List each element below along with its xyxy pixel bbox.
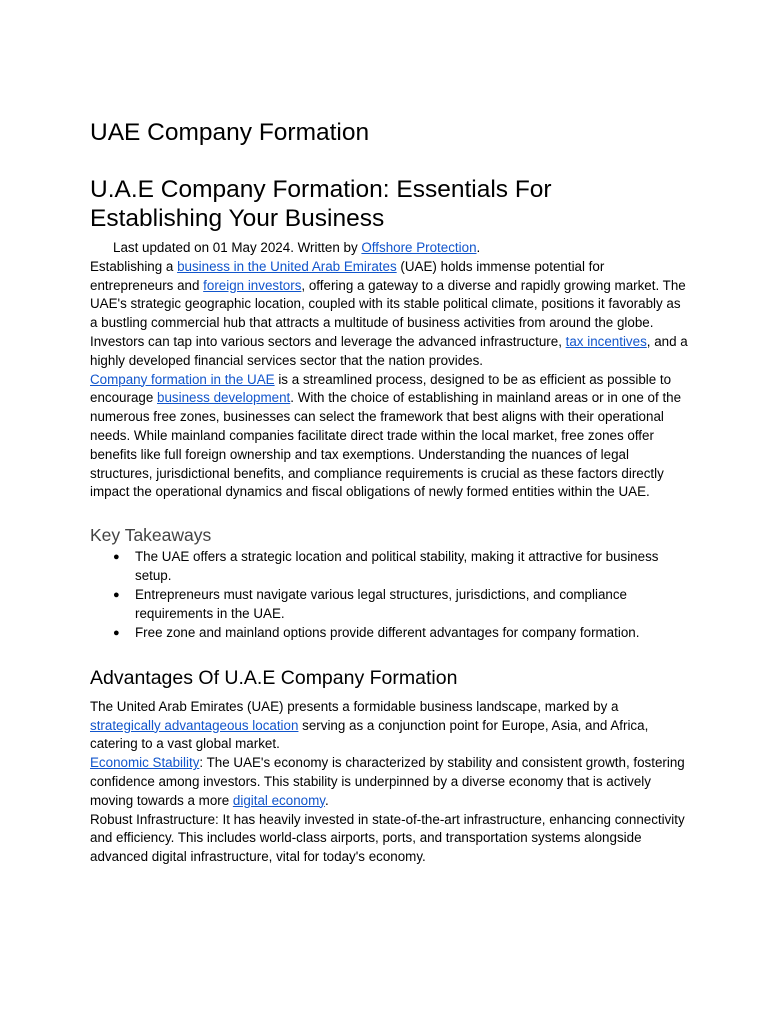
advantages-paragraph-1: [90, 698, 690, 754]
document-title: UAE Company Formation: [90, 119, 370, 146]
tax-incentives-link[interactable]: tax incentives: [565, 333, 647, 349]
formation-text-1: is a streamlined process, designed to be as efficient as possible to encourage: [90, 371, 672, 406]
foreign-investors-link[interactable]: foreign investors: [203, 277, 302, 293]
advantages-text-2: serving as a conjunction point for Europe, Asia, and Africa, catering to a vast global market.: [90, 717, 649, 752]
strategic-location-link[interactable]: strategically advantageous location: [90, 717, 299, 733]
robust-infrastructure-paragraph: Robust Infrastructure: It has heavily invested in state-of-the-art infrastructure, enhancing connectivity and efficiency. This includes world-class airports, ports, and transportation systems alongside advanced digital infrastructure, vital for today's economy.: [90, 811, 685, 865]
bullet-icon: ●: [113, 551, 120, 564]
economic-stability-paragraph: [90, 754, 690, 810]
last-updated-text: Last updated on 01 May 2024. Written by: [113, 240, 362, 255]
formation-paragraph: [90, 371, 690, 503]
digital-economy-link[interactable]: digital economy: [232, 792, 325, 808]
key-takeaways-heading: Key Takeaways: [90, 525, 212, 546]
author-link[interactable]: Offshore Protection: [361, 240, 477, 255]
economic-stability-link[interactable]: Economic Stability: [90, 755, 200, 771]
bullet-icon: ●: [113, 589, 120, 602]
intro-paragraph: [90, 258, 690, 371]
formation-text-2: . With the choice of establishing in mainland areas or in one of the numerous free zones, businesses can select the framework that best aligns with their operational needs. While mainland companies facilitate direct trade within the local market, free zones offer benefits like full foreign ownership and tax exemptions. Understanding the nuances of legal structures, jurisdictional benefits, and compliance requirements is crucial as these factors directly impact the operational dynamics and fiscal obligations of newly formed entities within the UAE.: [90, 390, 682, 500]
economic-stability-suffix: .: [324, 792, 329, 808]
last-updated-line: [90, 239, 690, 258]
intro-text-2: (UAE) holds immense potential for entrepreneurs and: [90, 258, 605, 293]
advantages-text-1: The United Arab Emirates (UAE) presents a formidable business landscape, marked by a: [90, 698, 619, 714]
business-development-link[interactable]: business development: [157, 390, 291, 406]
bullet-icon: ●: [113, 626, 120, 639]
document-body: [90, 117, 690, 867]
intro-text-3: , offering a gateway to a diverse and rapidly growing market. The UAE's strategic geographic location, coupled with its stable political climate, positions it favorably as a bustling commercial hub that attracts a multitude of business activities from around the globe. Investors can tap into various sectors and leverage the advanced infrastructure,: [90, 277, 686, 349]
company-formation-link[interactable]: Company formation in the UAE: [90, 371, 275, 387]
last-updated-suffix: .: [476, 240, 481, 255]
key-takeaways-list: [90, 548, 690, 643]
list-item-text: The UAE offers a strategic location and political stability, making it attractive for business setup.: [135, 549, 659, 583]
economic-stability-text: : The UAE's economy is characterized by stability and consistent growth, fostering confidence among investors. This stability is underpinned by a diverse economy that is actively moving towards a more: [90, 755, 685, 808]
list-item: [113, 548, 690, 586]
business-uae-link[interactable]: business in the United Arab Emirates: [177, 258, 397, 274]
intro-text-1: Establishing a: [90, 258, 178, 274]
intro-text-4: , and a highly developed financial services sector that the nation provides.: [90, 333, 688, 368]
list-item: [113, 586, 690, 624]
advantages-heading: Advantages Of U.A.E Company Formation: [90, 666, 458, 689]
list-item-text: Free zone and mainland options provide different advantages for company formation.: [135, 624, 640, 640]
list-item: [113, 624, 690, 643]
list-item-text: Entrepreneurs must navigate various legal structures, jurisdictions, and compliance requirements in the UAE.: [135, 587, 627, 621]
main-heading: U.A.E Company Formation: Essentials For Establishing Your Business: [90, 176, 552, 232]
